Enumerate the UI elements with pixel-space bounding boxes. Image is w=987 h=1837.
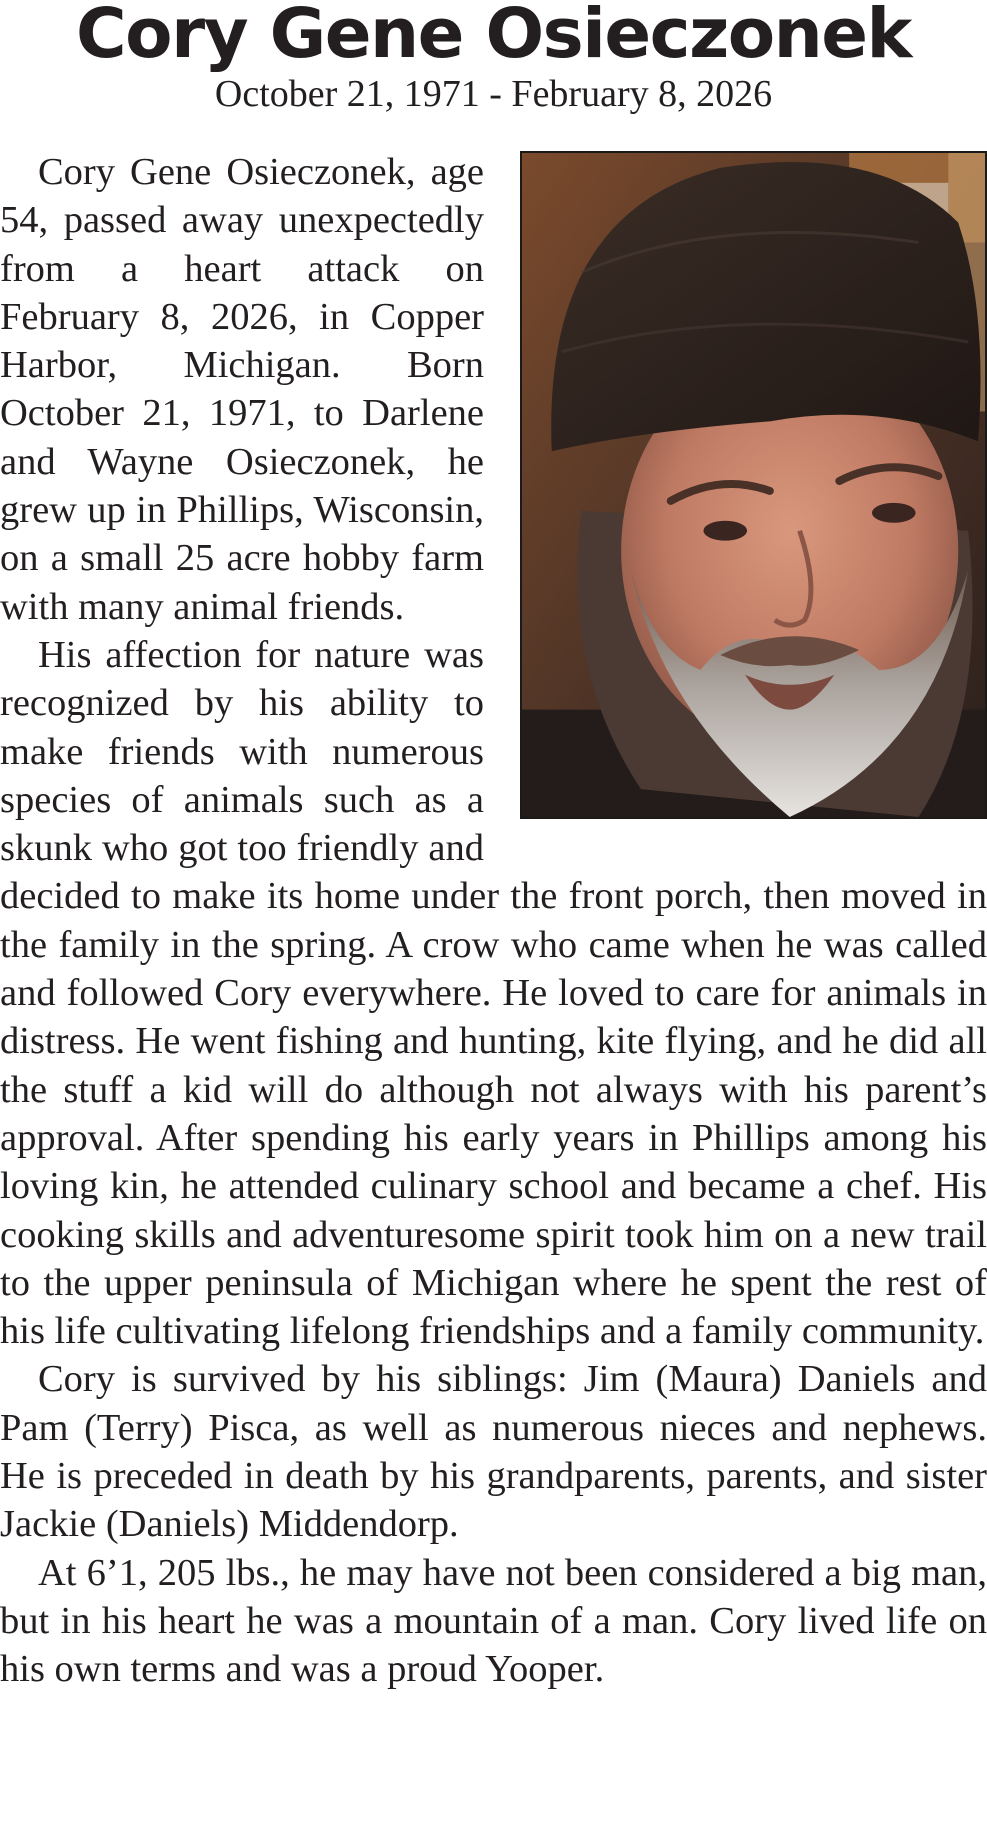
paragraph-nature-and-career: His affection for nature was recognized by his ability to make friends with numerous species of animals such as a skunk who got too friendly and decided to make its home under the front porch, then moved in the family in the spring. A crow who came when he was called and followed Cory everywhere. He loved to care for animals in distress. He went fishing and hunting, kite flying, and he did all the stuff a kid will do although not always with his parent’s approval. After spending his early years in Phillips among his loving kin, he attended culinary school and became a chef. His cooking skills and adventuresome spirit took him on a new trail to the upper peninsula of Michigan where he spent the rest of his life cultivating lifelong friendships and a family community. — [0, 633, 987, 1353]
paragraph-early-life: Cory Gene Osieczonek, age 54, passed away unexpectedly from a heart attack on February 8, 2026, in Copper Harbor, Michigan. Born October 21, 1971, to Darlene and Wayne Osieczonek, he grew up in Phillips, Wisconsin, on a small 25 acre hobby farm with many animal friends. — [0, 151, 484, 628]
life-dates: October 21, 1971 - February 8, 2026 — [214, 73, 773, 115]
portrait-photo — [520, 151, 987, 819]
paragraph-closing: At 6’1, 205 lbs., he may have not been considered a big man, but in his heart he was a mountain of a man. Cory lived life on his own terms and was a proud Yooper. — [0, 1551, 987, 1691]
obituary-body — [0, 148, 987, 1694]
obituary-name-heading: Cory Gene Osieczonek — [76, 0, 911, 74]
portrait-image — [522, 153, 985, 817]
paragraph-survivors: Cory is survived by his siblings: Jim (Maura) Daniels and Pam (Terry) Pisca, as well as numerous nieces and nephews. He is preceded in death by his grandparents, parents, and sister Jackie (Daniels) Middendorp. — [0, 1358, 987, 1546]
